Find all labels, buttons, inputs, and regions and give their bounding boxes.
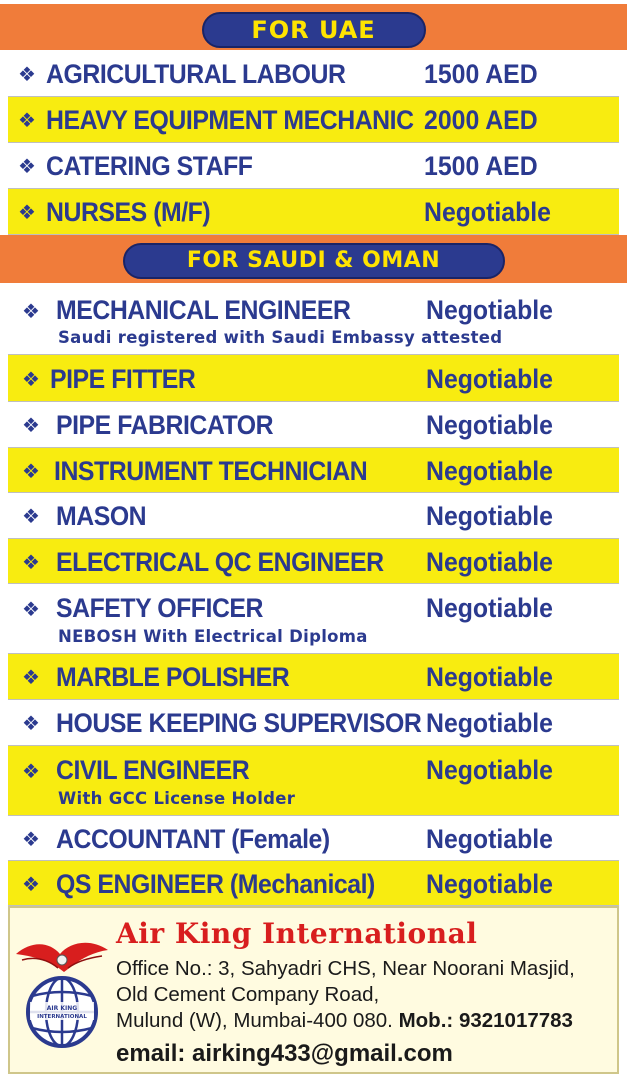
job-salary: 1500 AED (424, 151, 538, 181)
diamond-bullet-icon: ❖ (22, 711, 40, 735)
mobile-label: Mob.: (398, 1009, 454, 1032)
job-salary: Negotiable (426, 364, 553, 394)
saudi-oman-section-band (0, 235, 627, 283)
eagle-globe-logo-icon (12, 932, 112, 1052)
email-address[interactable]: email: airking433@gmail.com (116, 1040, 453, 1067)
job-title: QS ENGINEER (Mechanical) (56, 869, 375, 899)
job-salary: Negotiable (426, 662, 553, 692)
job-salary: Negotiable (424, 197, 551, 227)
diamond-bullet-icon: ❖ (18, 62, 36, 86)
diamond-bullet-icon: ❖ (22, 367, 40, 391)
job-title: INSTRUMENT TECHNICIAN (54, 456, 368, 486)
address-line-2: Old Cement Company Road, (116, 983, 380, 1006)
job-salary: Negotiable (426, 295, 553, 325)
job-row (8, 97, 619, 143)
job-row (8, 448, 619, 493)
uae-section-heading: FOR UAE (202, 12, 426, 48)
job-salary: Negotiable (426, 456, 553, 486)
job-salary: 1500 AED (424, 59, 538, 89)
diamond-bullet-icon: ❖ (22, 827, 40, 851)
address-line-1: Office No.: 3, Sahyadri CHS, Near Noorani Masjid, (116, 957, 575, 980)
job-title: SAFETY OFFICER (56, 593, 264, 623)
job-title: HEAVY EQUIPMENT MECHANIC (46, 105, 414, 135)
job-title: MECHANICAL ENGINEER (56, 295, 351, 325)
job-note: NEBOSH With Electrical Diploma (58, 627, 368, 646)
job-row (8, 143, 619, 189)
diamond-bullet-icon: ❖ (22, 759, 40, 783)
job-title: MARBLE POLISHER (56, 662, 290, 692)
address-line-3: Mulund (W), Mumbai-400 080. (116, 1009, 393, 1032)
job-row (8, 861, 619, 906)
job-salary: 2000 AED (424, 105, 538, 135)
diamond-bullet-icon: ❖ (22, 299, 40, 323)
job-row (8, 654, 619, 700)
diamond-bullet-icon: ❖ (22, 872, 40, 896)
diamond-bullet-icon: ❖ (22, 413, 40, 437)
job-row (8, 700, 619, 746)
job-row (8, 539, 619, 584)
job-row (8, 584, 619, 654)
diamond-bullet-icon: ❖ (22, 459, 40, 483)
job-salary: Negotiable (426, 755, 553, 785)
company-name: Air King International (116, 917, 478, 950)
job-note: Saudi registered with Saudi Embassy attested (58, 328, 503, 347)
saudi-oman-section-heading: FOR SAUDI & OMAN (123, 243, 505, 279)
job-row (8, 402, 619, 448)
job-row (8, 355, 619, 402)
job-row (8, 493, 619, 539)
job-salary: Negotiable (426, 708, 553, 738)
job-row (8, 746, 619, 816)
job-salary: Negotiable (426, 410, 553, 440)
diamond-bullet-icon: ❖ (22, 550, 40, 574)
job-row (8, 189, 619, 235)
job-title: PIPE FITTER (50, 364, 196, 394)
diamond-bullet-icon: ❖ (22, 504, 40, 528)
job-note: With GCC License Holder (58, 789, 296, 808)
job-salary: Negotiable (426, 501, 553, 531)
mobile-number[interactable]: 9321017783 (458, 1009, 573, 1032)
logo-text-bottom: INTERNATIONAL (37, 1014, 87, 1020)
job-row (8, 284, 619, 355)
diamond-bullet-icon: ❖ (18, 200, 36, 224)
job-salary: Negotiable (426, 824, 553, 854)
address-line-3-with-mobile (116, 1008, 573, 1034)
job-title: PIPE FABRICATOR (56, 410, 274, 440)
logo-text-top: AIR KING (46, 1005, 78, 1012)
job-row (8, 51, 619, 97)
diamond-bullet-icon: ❖ (22, 665, 40, 689)
diamond-bullet-icon: ❖ (18, 108, 36, 132)
job-title: HOUSE KEEPING SUPERVISOR (56, 708, 422, 738)
company-footer (8, 906, 619, 1074)
uae-section-band (0, 4, 627, 50)
job-title: ELECTRICAL QC ENGINEER (56, 547, 384, 577)
diamond-bullet-icon: ❖ (22, 597, 40, 621)
job-row (8, 816, 619, 861)
job-title: MASON (56, 501, 147, 531)
job-title: AGRICULTURAL LABOUR (46, 59, 346, 89)
job-salary: Negotiable (426, 547, 553, 577)
job-title: CATERING STAFF (46, 151, 253, 181)
job-title: NURSES (M/F) (46, 197, 211, 227)
diamond-bullet-icon: ❖ (18, 154, 36, 178)
job-title: CIVIL ENGINEER (56, 755, 250, 785)
job-salary: Negotiable (426, 869, 553, 899)
job-title: ACCOUNTANT (Female) (56, 824, 330, 854)
job-salary: Negotiable (426, 593, 553, 623)
